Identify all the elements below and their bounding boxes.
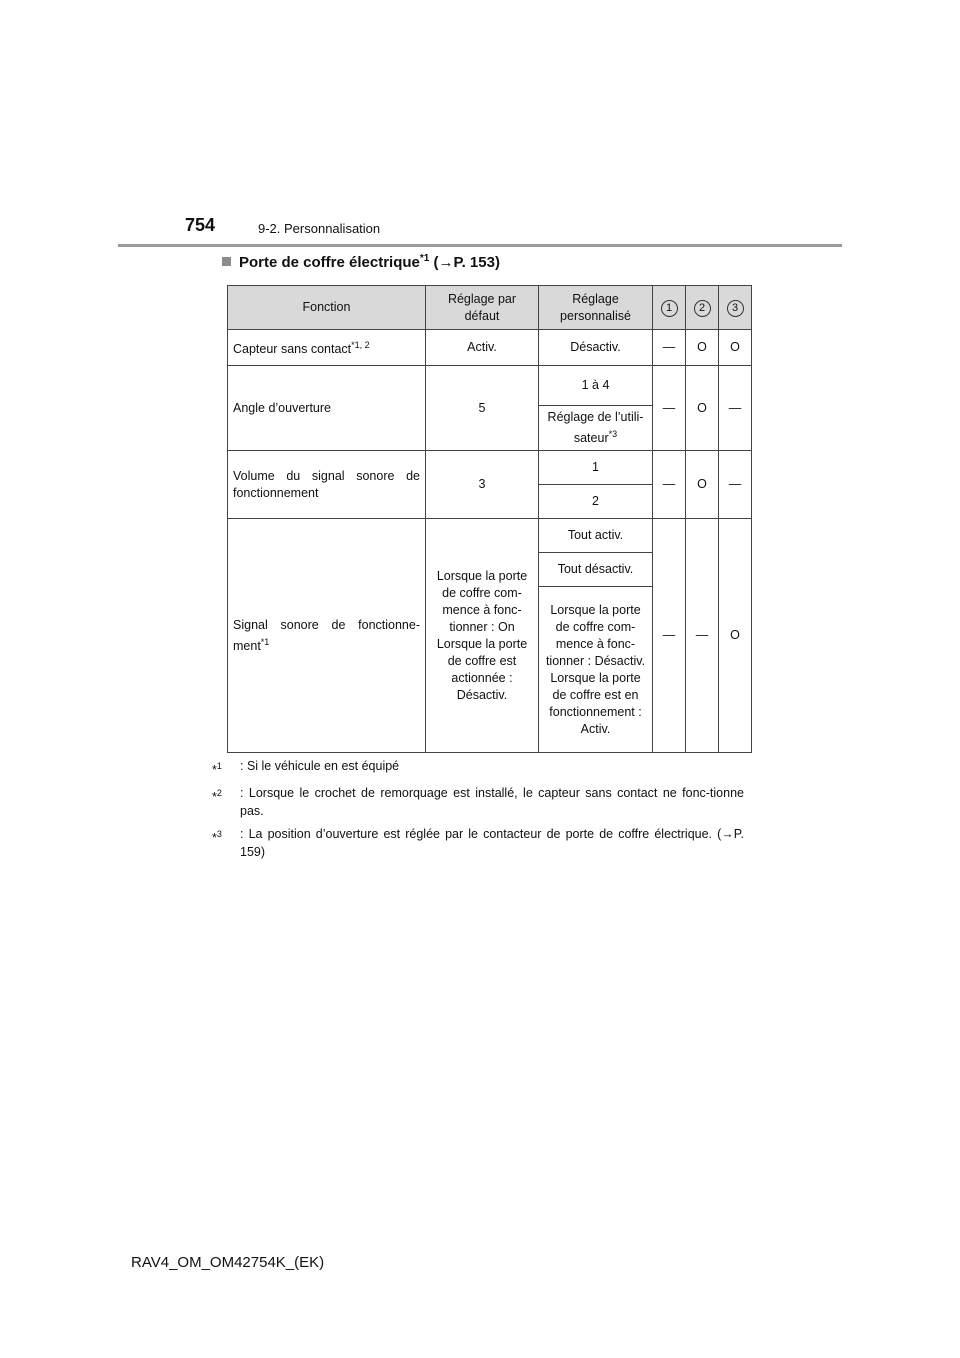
asterisk: *: [212, 763, 217, 778]
cell-custom: 2: [539, 485, 653, 519]
custom-label: Réglage de l’utili-sateur: [547, 410, 644, 446]
cell-col-2: O: [686, 330, 719, 366]
cell-col-2: O: [686, 366, 719, 451]
cell-col-1: —: [653, 451, 686, 519]
footnote: [212, 784, 744, 820]
cell-default: 5: [426, 366, 539, 451]
header-col-3: [719, 286, 752, 330]
cell-custom: Lorsque la porte de coffre com-mence à fonc-tionner : Désactiv. Lorsque la porte de coffre est en fonctionnement : Activ.: [539, 587, 653, 753]
cell-col-3: —: [719, 366, 752, 451]
circled-1-icon: 1: [661, 300, 678, 317]
function-label: Signal sonore de fonctionne-ment: [233, 617, 420, 653]
cell-function: Volume du signal sonore de fonctionnement: [228, 451, 426, 519]
cell-col-1: —: [653, 519, 686, 753]
footnote-number: 3: [216, 829, 222, 840]
header-col-2: [686, 286, 719, 330]
cell-col-1: —: [653, 366, 686, 451]
header-rule: [118, 244, 842, 247]
heading-footnote-mark: *1: [419, 253, 430, 264]
circled-2-icon: 2: [694, 300, 711, 317]
square-bullet-icon: [222, 257, 231, 266]
circled-3-icon: 3: [727, 300, 744, 317]
cell-col-3: O: [719, 330, 752, 366]
footnote-number: 2: [216, 788, 222, 799]
cell-col-2: O: [686, 451, 719, 519]
header-custom: Réglage personnalisé: [539, 286, 653, 330]
cell-custom: Tout désactiv.: [539, 553, 653, 587]
table-row: [228, 451, 752, 485]
footnote-mark: *3: [608, 429, 618, 439]
cell-custom: Tout activ.: [539, 519, 653, 553]
cell-function: [228, 330, 426, 366]
footnote-text: : Lorsque le crochet de remorquage est installé, le capteur sans contact ne fonc-tionne pas.: [240, 786, 744, 819]
table-row: [228, 330, 752, 366]
footer-doc-code: RAV4_OM_OM42754K_(EK): [131, 1254, 325, 1271]
table-header-row: [228, 286, 752, 330]
cell-default: Activ.: [426, 330, 539, 366]
function-label: Capteur sans contact: [233, 342, 352, 357]
header-default: Réglage par défaut: [426, 286, 539, 330]
cell-function: [228, 519, 426, 753]
footnote: [212, 825, 744, 861]
footnote-text: : Si le véhicule en est équipé: [240, 759, 400, 773]
section-title: 9-2. Personnalisation: [258, 221, 381, 236]
cell-col-2: —: [686, 519, 719, 753]
asterisk: *: [212, 790, 217, 805]
header-col-1: [653, 286, 686, 330]
cell-custom: 1 à 4: [539, 366, 653, 406]
cell-default: 3: [426, 451, 539, 519]
settings-table: [227, 285, 752, 753]
footnote: [212, 757, 744, 779]
cell-default: Lorsque la porte de coffre com-mence à fonc-tionner : On Lorsque la porte de coffre est actionnée : Désactiv.: [426, 519, 539, 753]
cell-col-1: —: [653, 330, 686, 366]
footnotes: [212, 757, 744, 866]
footnote-mark: *1, 2: [351, 339, 370, 350]
footnote-number: 1: [216, 761, 222, 771]
footnote-mark: *1: [260, 636, 270, 647]
table-row: [228, 519, 752, 553]
footnote-text: : La position d’ouverture est réglée par le contacteur de porte de coffre électrique. (→P. 159): [240, 827, 744, 860]
cell-custom: Désactiv.: [539, 330, 653, 366]
asterisk: *: [212, 831, 217, 846]
table-row: [228, 366, 752, 406]
cell-col-3: O: [719, 519, 752, 753]
cell-function: Angle d’ouverture: [228, 366, 426, 451]
heading-page-ref: (→P. 153): [433, 254, 500, 271]
cell-custom: [539, 406, 653, 451]
section-heading: [222, 253, 500, 271]
cell-custom: 1: [539, 451, 653, 485]
heading-text: Porte de coffre électrique: [239, 254, 420, 271]
header-function: Fonction: [228, 286, 426, 330]
page-number: 754: [185, 215, 216, 235]
cell-col-3: —: [719, 451, 752, 519]
